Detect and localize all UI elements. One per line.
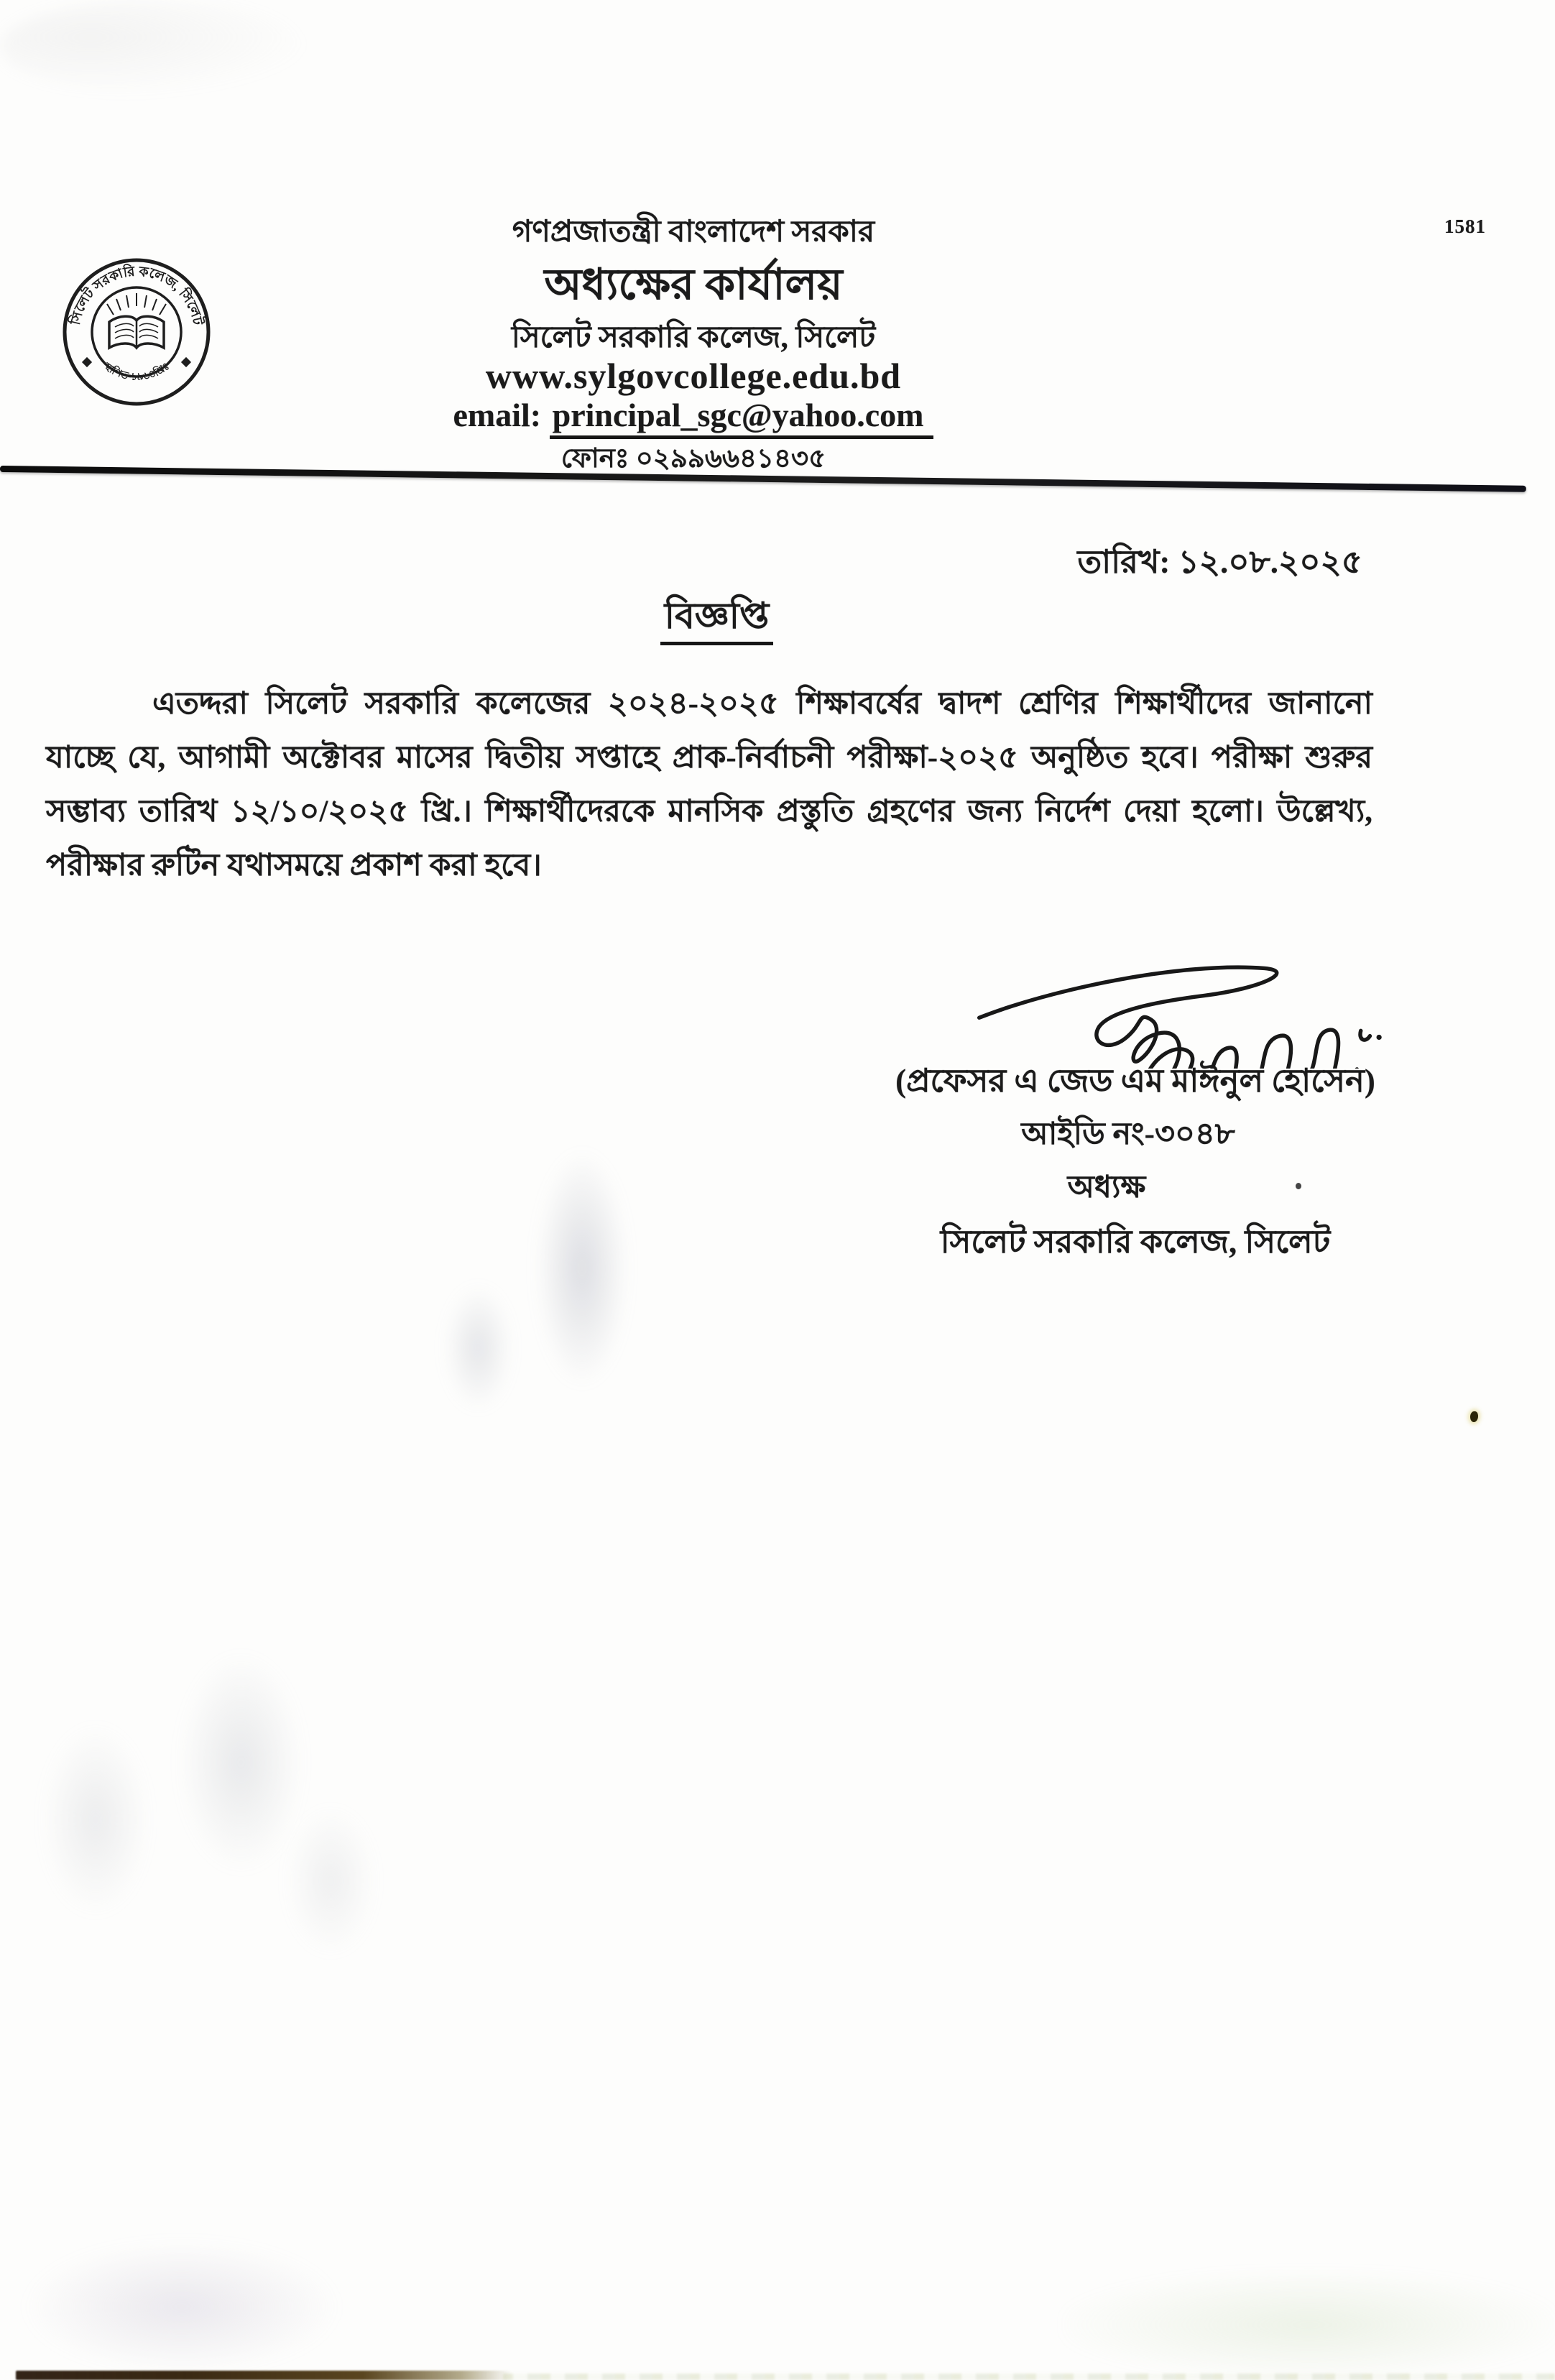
signatory-organization: সিলেট সরকারি কলেজ, সিলেট: [940, 1224, 1331, 1260]
body-line: সম্ভাব্য তারিখ ১২/১০/২০২৫ খ্রি.। শিক্ষার্থীদেরকে মানসিক প্রস্তুতি গ্রহণের জন্য নির্দেশ দেয়া হলো। উল্লেখ্য,: [46, 795, 1372, 829]
signature-scrawl: [970, 950, 1387, 1069]
scan-edge-band: [16, 2371, 512, 2380]
body-line: যাচ্ছে যে, আগামী অক্টোবর মাসের দ্বিতীয় সপ্তাহে প্রাক-নির্বাচনী পরীক্ষা-২০২৫ অনুষ্ঠিত হবে। পরীক্ষা শুরুর: [46, 741, 1372, 775]
scan-smudge: [0, 0, 302, 93]
body-line: পরীক্ষার রুটিন যথাসময়ে প্রকাশ করা হবে।: [46, 849, 542, 882]
government-line: গণপ্রজাতন্ত্রী বাংলাদেশ সরকার: [512, 216, 875, 249]
phone-line: ফোনঃ ০২৯৯৬৬৪১৪৩৫: [560, 444, 826, 474]
signatory-id: আইডি নং-৩০৪৮: [1021, 1117, 1235, 1151]
notice-title: বিজ্ঞপ্তি: [660, 596, 773, 645]
scan-smudge: [42, 1725, 149, 1915]
email-address: principal_sgc@yahoo.com: [550, 397, 934, 439]
date-line: তারিখ: ১২.০৮.২০২৫: [1077, 544, 1362, 580]
scan-smudge: [444, 1285, 512, 1411]
college-line: সিলেট সরকারি কলেজ, সিলেট: [511, 321, 876, 354]
signatory-designation: অধ্যক্ষ: [1067, 1171, 1146, 1204]
seal-established-text: স্থাপিত-১৯৬৪খ্রিঃ: [101, 361, 172, 383]
scan-edge-noise: [503, 2374, 1555, 2380]
body-line: এতদ্দরা সিলেট সরকারি কলেজের ২০২৪-২০২৫ শিক্ষাবর্ষের দ্বাদশ শ্রেণির শিক্ষার্থীদের জানানো: [152, 687, 1372, 721]
scan-speck: [1470, 1411, 1478, 1422]
scan-smudge: [1063, 2271, 1555, 2379]
email-label: email:: [453, 397, 542, 433]
email-line: [0, 396, 1387, 434]
office-line: অধ্যক্ষের কার্যালয়: [544, 261, 843, 308]
seal-ring-text: সিলেট সরকারি কলেজ, সিলেট: [68, 264, 206, 327]
reference-number: 1581: [1444, 216, 1486, 237]
scan-smudge: [27, 2242, 336, 2371]
website-text: www.sylgovcollege.edu.bd: [485, 356, 902, 396]
scan-smudge: [178, 1653, 304, 1872]
notice-title-wrap: [0, 589, 1434, 649]
scan-smudge: [535, 1150, 629, 1387]
notice-body: [46, 677, 1372, 892]
scan-smudge: [286, 1807, 376, 1955]
signatory-name: (প্রফেসর এ জেড এম মাঈনুল হোসেন): [895, 1063, 1375, 1099]
